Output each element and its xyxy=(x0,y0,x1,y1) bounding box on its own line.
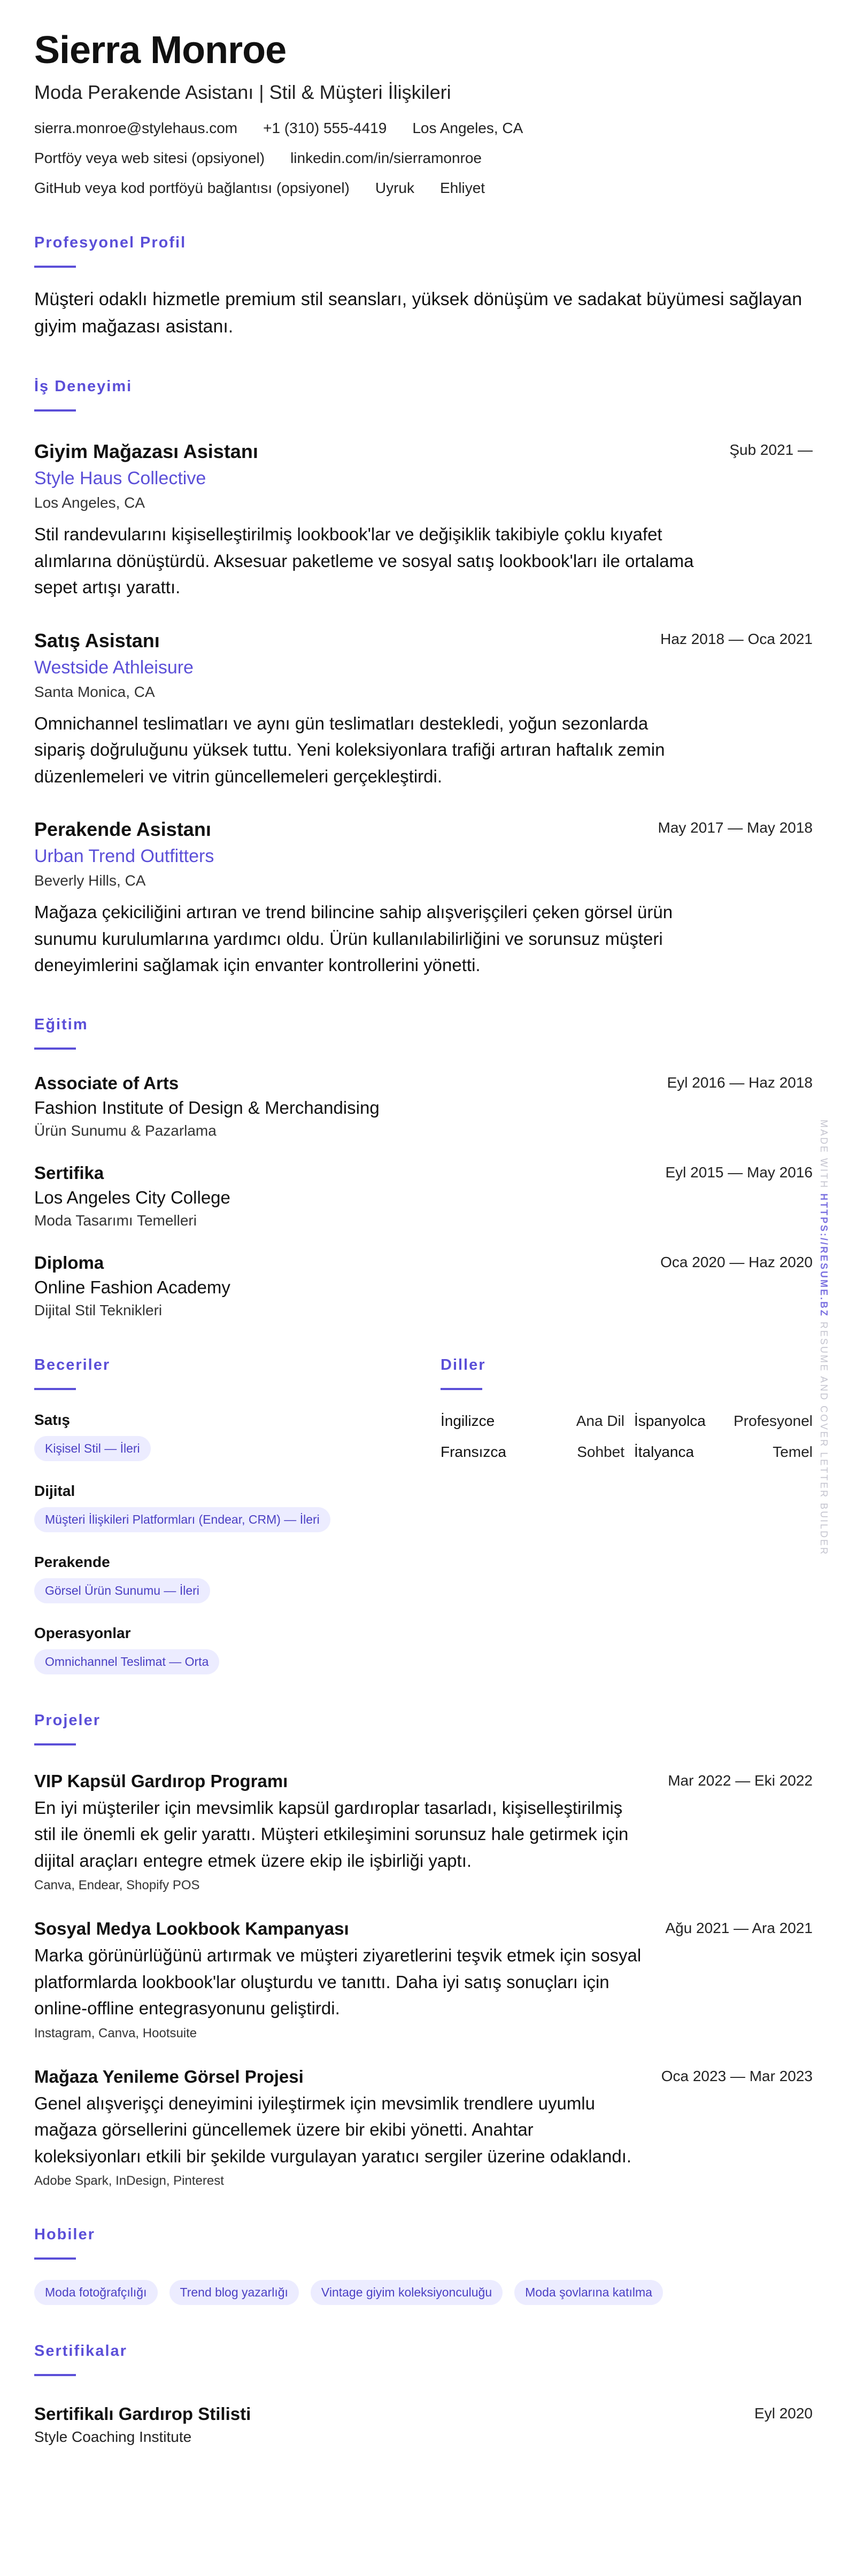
project-tools: Instagram, Canva, Hootsuite xyxy=(34,2026,197,2040)
certification-date: Eyl 2020 xyxy=(754,2405,813,2422)
project-description: Marka görünürlüğünü artırmak ve müşteri ziyaretlerini teşvik etmek için sosyal platformlarda lookbook'lar oluşturdu ve tanıttı. Daha iyi satış sonuçları için online-offline entegrasyonunu geliştirdi. xyxy=(34,1945,642,2018)
experience-item xyxy=(34,818,813,979)
experience-location: Los Angeles, CA xyxy=(34,494,145,511)
project-description: En iyi müşteriler için mevsimlik kapsül gardıroplar tasarladı, kişiselleştirilmiş stil ile önemli ek gelir yarattı. Müşteri etkileşimini sorunsuz hale getirmek için dijital araçları entegre etmek üzere ekip ile işbirliği yaptı. xyxy=(34,1797,629,1871)
project-item xyxy=(34,1919,813,2041)
experience-item xyxy=(34,440,813,601)
skill-category: Perakende xyxy=(34,1553,110,1570)
section-title-profile: Profesyonel Profil xyxy=(34,234,187,251)
education-date: Eyl 2015 — May 2016 xyxy=(665,1163,813,1181)
experience-company: Westside Athleisure xyxy=(34,657,194,678)
builder-credit xyxy=(818,1120,829,1556)
skill-pill: Kişisel Stil — İleri xyxy=(34,1436,151,1461)
builder-credit-prefix: MADE WITH xyxy=(819,1120,829,1189)
skill-pill: Müşteri İlişkileri Platformları (Endear, CRM) — İleri xyxy=(34,1507,330,1532)
hobbies-list xyxy=(34,2280,813,2305)
candidate-headline: Moda Perakende Asistanı | Stil & Müşteri İlişkileri xyxy=(34,81,451,103)
project-item xyxy=(34,2067,813,2189)
education-field: Moda Tasarımı Temelleri xyxy=(34,1212,197,1229)
language-name: İtalyanca xyxy=(634,1443,694,1460)
skills-section xyxy=(34,1356,441,1674)
experience-title: Giyim Mağazası Asistanı xyxy=(34,440,258,462)
experience-company: Urban Trend Outfitters xyxy=(34,846,214,866)
language-level: Sohbet xyxy=(577,1443,624,1460)
skill-group xyxy=(34,1625,441,1674)
section-title-hobbies: Hobiler xyxy=(34,2226,95,2243)
section-title-skills: Beceriler xyxy=(34,1356,111,1374)
language-name: İngilizce xyxy=(441,1412,495,1429)
hobby-pill: Moda şovlarına katılma xyxy=(514,2280,663,2305)
contact-linkedin[interactable]: linkedin.com/in/sierramonroe xyxy=(290,150,482,166)
section-divider xyxy=(441,1388,482,1390)
certification-org: Style Coaching Institute xyxy=(34,2428,192,2445)
education-item xyxy=(34,1163,813,1229)
language-level: Temel xyxy=(773,1443,813,1460)
education-degree: Sertifika xyxy=(34,1162,104,1183)
section-divider xyxy=(34,409,76,412)
education-item xyxy=(34,1253,813,1319)
section-divider xyxy=(34,266,76,268)
experience-company: Style Haus Collective xyxy=(34,468,206,488)
projects-section xyxy=(34,1712,813,2189)
skills-languages-row xyxy=(34,1356,813,1674)
section-title-certifications: Sertifikalar xyxy=(34,2342,127,2360)
section-title-education: Eğitim xyxy=(34,1015,88,1033)
education-school: Los Angeles City College xyxy=(34,1187,230,1207)
hobby-pill: Trend blog yazarlığı xyxy=(169,2280,299,2305)
project-date: Oca 2023 — Mar 2023 xyxy=(661,2067,813,2084)
project-date: Mar 2022 — Eki 2022 xyxy=(668,1772,813,1789)
section-title-projects: Projeler xyxy=(34,1711,101,1729)
experience-item xyxy=(34,630,813,790)
section-divider xyxy=(34,1388,76,1390)
experience-description: Stil randevularını kişiselleştirilmiş lookbook'lar ve değişiklik takibiyle çoklu kıyafet alımlarına dönüştürdü. Aksesuar paketleme ve sosyal satış lookbook'ları ile ortalama sepet artışı yarattı. xyxy=(34,524,694,597)
contact-portfolio[interactable]: Portföy veya web sitesi (opsiyonel) xyxy=(34,150,265,166)
builder-credit-link[interactable]: HTTPS://RESUME.BZ xyxy=(819,1193,829,1318)
education-degree: Associate of Arts xyxy=(34,1073,179,1093)
contact-phone[interactable]: +1 (310) 555-4419 xyxy=(263,120,387,136)
hobby-pill: Vintage giyim koleksiyonculuğu xyxy=(311,2280,503,2305)
profile-section xyxy=(34,234,813,340)
project-tools: Canva, Endear, Shopify POS xyxy=(34,1878,200,1892)
experience-date: May 2017 — May 2018 xyxy=(658,819,813,836)
certification-item xyxy=(34,2404,813,2446)
project-title: Sosyal Medya Lookbook Kampanyası xyxy=(34,1919,349,1938)
project-item xyxy=(34,1771,813,1894)
contact-row-3 xyxy=(34,180,813,197)
project-title: Mağaza Yenileme Görsel Projesi xyxy=(34,2066,304,2086)
experience-location: Santa Monica, CA xyxy=(34,683,155,700)
language-name: İspanyolca xyxy=(634,1412,706,1429)
experience-title: Perakende Asistanı xyxy=(34,818,211,840)
languages-grid xyxy=(441,1413,813,1461)
experience-date: Şub 2021 — xyxy=(729,441,813,458)
contact-github[interactable]: GitHub veya kod portföyü bağlantısı (opsiyonel) xyxy=(34,180,350,196)
contact-nationality: Uyruk xyxy=(375,180,414,196)
profile-text: Müşteri odaklı hizmetle premium stil seansları, yüksek dönüşüm ve sadakat büyümesi sağlayan giyim mağazası asistanı. xyxy=(34,289,802,337)
education-degree: Diploma xyxy=(34,1252,104,1273)
resume-content xyxy=(34,31,813,2446)
section-divider xyxy=(34,2374,76,2376)
certification-title: Sertifikalı Gardırop Stilisti xyxy=(34,2404,251,2424)
languages-section xyxy=(441,1356,813,1674)
skill-group xyxy=(34,1483,441,1532)
language-level: Profesyonel xyxy=(734,1412,813,1429)
education-date: Eyl 2016 — Haz 2018 xyxy=(667,1074,813,1091)
project-date: Ağu 2021 — Ara 2021 xyxy=(665,1920,813,1936)
contact-license: Ehliyet xyxy=(440,180,485,196)
education-section xyxy=(34,1016,813,1319)
education-date: Oca 2020 — Haz 2020 xyxy=(660,1253,813,1270)
skill-pill: Görsel Ürün Sunumu — İleri xyxy=(34,1578,210,1603)
builder-credit-suffix: RESUME AND COVER LETTER BUILDER xyxy=(819,1322,829,1556)
resume-header xyxy=(34,31,813,197)
experience-description: Omnichannel teslimatları ve aynı gün teslimatları destekledi, yoğun sezonlarda sipariş doğruluğunu yüksek tuttu. Yeni koleksiyonlara trafiği artıran haftalık zemin düzenlemeleri ve vitrin güncellemeleri gerçekleştirdi. xyxy=(34,713,665,786)
certifications-section xyxy=(34,2342,813,2446)
project-description: Genel alışverişçi deneyimini iyileştirmek için mevsimlik trendlere uyumlu mağaza görsellerini güncellemek üzere bir ekibi yönetti. Anahtar koleksiyonları etkili bir şekilde vurgulayan yaratıcı sergiler üzerine odaklandı. xyxy=(34,2093,632,2166)
skill-category: Satış xyxy=(34,1411,70,1428)
skill-category: Dijital xyxy=(34,1482,75,1499)
section-divider xyxy=(34,1743,76,1745)
section-title-languages: Diller xyxy=(441,1356,486,1374)
experience-title: Satış Asistanı xyxy=(34,629,160,651)
section-divider xyxy=(34,2257,76,2260)
project-title: VIP Kapsül Gardırop Programı xyxy=(34,1771,288,1791)
skill-group xyxy=(34,1554,441,1603)
candidate-name: Sierra Monroe xyxy=(34,29,287,72)
language-name: Fransızca xyxy=(441,1443,506,1460)
experience-date: Haz 2018 — Oca 2021 xyxy=(660,630,813,647)
skill-group xyxy=(34,1411,441,1461)
contact-location: Los Angeles, CA xyxy=(412,120,523,136)
contact-email[interactable]: sierra.monroe@stylehaus.com xyxy=(34,120,238,136)
education-field: Dijital Stil Teknikleri xyxy=(34,1301,163,1318)
project-tools: Adobe Spark, InDesign, Pinterest xyxy=(34,2174,224,2188)
contact-row-1 xyxy=(34,120,813,137)
skill-pill: Omnichannel Teslimat — Orta xyxy=(34,1649,219,1674)
skill-category: Operasyonlar xyxy=(34,1624,131,1641)
hobby-pill: Moda fotoğrafçılığı xyxy=(34,2280,158,2305)
section-title-experience: İş Deneyimi xyxy=(34,378,133,395)
experience-location: Beverly Hills, CA xyxy=(34,872,146,889)
experience-description: Mağaza çekiciliğini artıran ve trend bilincine sahip alışverişçileri çeken görsel ürün sunumu kurulumlarına yardımcı oldu. Ürün kullanılabilirliğini ve sorunsuz müşteri deneyimlerini sağlamak için envanter kontrollerini yönetti. xyxy=(34,902,673,975)
experience-section xyxy=(34,378,813,979)
education-school: Fashion Institute of Design & Merchandising xyxy=(34,1097,380,1118)
education-school: Online Fashion Academy xyxy=(34,1277,230,1297)
section-divider xyxy=(34,1048,76,1050)
education-item xyxy=(34,1073,813,1139)
hobbies-section xyxy=(34,2226,813,2305)
education-field: Ürün Sunumu & Pazarlama xyxy=(34,1122,217,1139)
contact-row-2 xyxy=(34,150,813,167)
language-level: Ana Dil xyxy=(576,1412,624,1429)
